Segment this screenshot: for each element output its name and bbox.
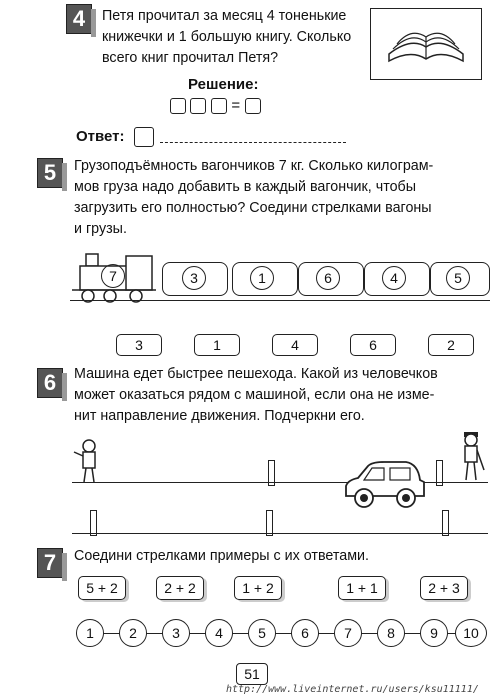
task-5-line-1: Грузоподъёмность вагончиков 7 кг. Сколько килограм- (74, 158, 434, 174)
solution-box-result[interactable] (245, 98, 261, 114)
wagon-5-value: 5 (446, 266, 470, 290)
task-5-line-2: мов груза надо добавить в каждый вагончик, чтобы (74, 179, 416, 195)
answer-8[interactable]: 8 (377, 619, 405, 647)
solution-label: Решение: (188, 76, 259, 93)
answer-4[interactable]: 4 (205, 619, 233, 647)
answer-3[interactable]: 3 (162, 619, 190, 647)
task-4-line-2: книжечки и 1 большую книгу. Сколько (102, 29, 352, 45)
book-picture-frame (370, 8, 482, 80)
task-4-line-1: Петя прочитал за месяц 4 тоненькие (102, 8, 347, 24)
task-5-line-4: и грузы. (74, 221, 127, 237)
task-6-line-1: Машина едет быстрее пешехода. Какой из человечков (74, 366, 438, 382)
task-6-line-3: нит направление движения. Подчеркни его. (74, 408, 365, 424)
answer-5[interactable]: 5 (248, 619, 276, 647)
page-number: 51 (236, 663, 268, 685)
answer-2[interactable]: 2 (119, 619, 147, 647)
open-book-icon (371, 9, 481, 79)
task-5-line-3: загрузить его полностью? Соедини стрелками вагоны (74, 200, 432, 216)
wagon-2-value: 1 (250, 266, 274, 290)
task-5-number: 5 (37, 158, 63, 188)
answer-6[interactable]: 6 (291, 619, 319, 647)
example-3[interactable]: 1 + 2 (234, 576, 282, 600)
solution-box-1[interactable] (170, 98, 186, 114)
weight-2[interactable]: 1 (194, 334, 240, 356)
task-4-line-3: всего книг прочитал Петя? (102, 50, 279, 66)
road-post (90, 510, 97, 536)
solution-box-3[interactable] (211, 98, 227, 114)
pedestrian-right[interactable] (454, 430, 488, 482)
task-6-text (74, 364, 489, 427)
car[interactable] (340, 460, 430, 510)
wagon-1-value: 3 (182, 266, 206, 290)
example-1[interactable]: 5 + 2 (78, 576, 126, 600)
weight-5[interactable]: 2 (428, 334, 474, 356)
wagon-4-value: 4 (382, 266, 406, 290)
weight-3[interactable]: 4 (272, 334, 318, 356)
task-5-text (74, 156, 489, 240)
answer-1[interactable]: 1 (76, 619, 104, 647)
example-2[interactable]: 2 + 2 (156, 576, 204, 600)
road-post (442, 510, 449, 536)
road-bottom-line (72, 533, 488, 534)
number-line (90, 633, 470, 634)
answer-line[interactable] (160, 142, 346, 143)
task-7-text: Соедини стрелками примеры с их ответами. (74, 548, 369, 564)
answer-9[interactable]: 9 (420, 619, 448, 647)
person-icon (454, 430, 488, 482)
solution-box-2[interactable] (190, 98, 206, 114)
pedestrian-left[interactable] (72, 438, 106, 484)
answer-7[interactable]: 7 (334, 619, 362, 647)
answer-label: Ответ: (76, 128, 125, 145)
car-icon (340, 460, 430, 510)
footer-url[interactable]: http://www.liveinternet.ru/users/ksu11111/ (226, 684, 479, 695)
solution-boxes[interactable]: = (170, 97, 261, 115)
answer-box[interactable] (134, 127, 154, 147)
example-4[interactable]: 1 + 1 (338, 576, 386, 600)
road-post (268, 460, 275, 486)
wagon-3-value: 6 (316, 266, 340, 290)
task-4-number: 4 (66, 4, 92, 34)
answer-10[interactable]: 10 (455, 619, 487, 647)
rail-line (70, 300, 490, 301)
task-6-number: 6 (37, 368, 63, 398)
task-4-text (102, 6, 372, 69)
engine-capacity: 7 (101, 264, 125, 288)
weight-4[interactable]: 6 (350, 334, 396, 356)
example-5[interactable]: 2 + 3 (420, 576, 468, 600)
task-7-number: 7 (37, 548, 63, 578)
weight-1[interactable]: 3 (116, 334, 162, 356)
road-post (266, 510, 273, 536)
road-post (436, 460, 443, 486)
task-6-line-2: может оказаться рядом с машиной, если она не изме- (74, 387, 435, 403)
person-icon (72, 438, 106, 484)
